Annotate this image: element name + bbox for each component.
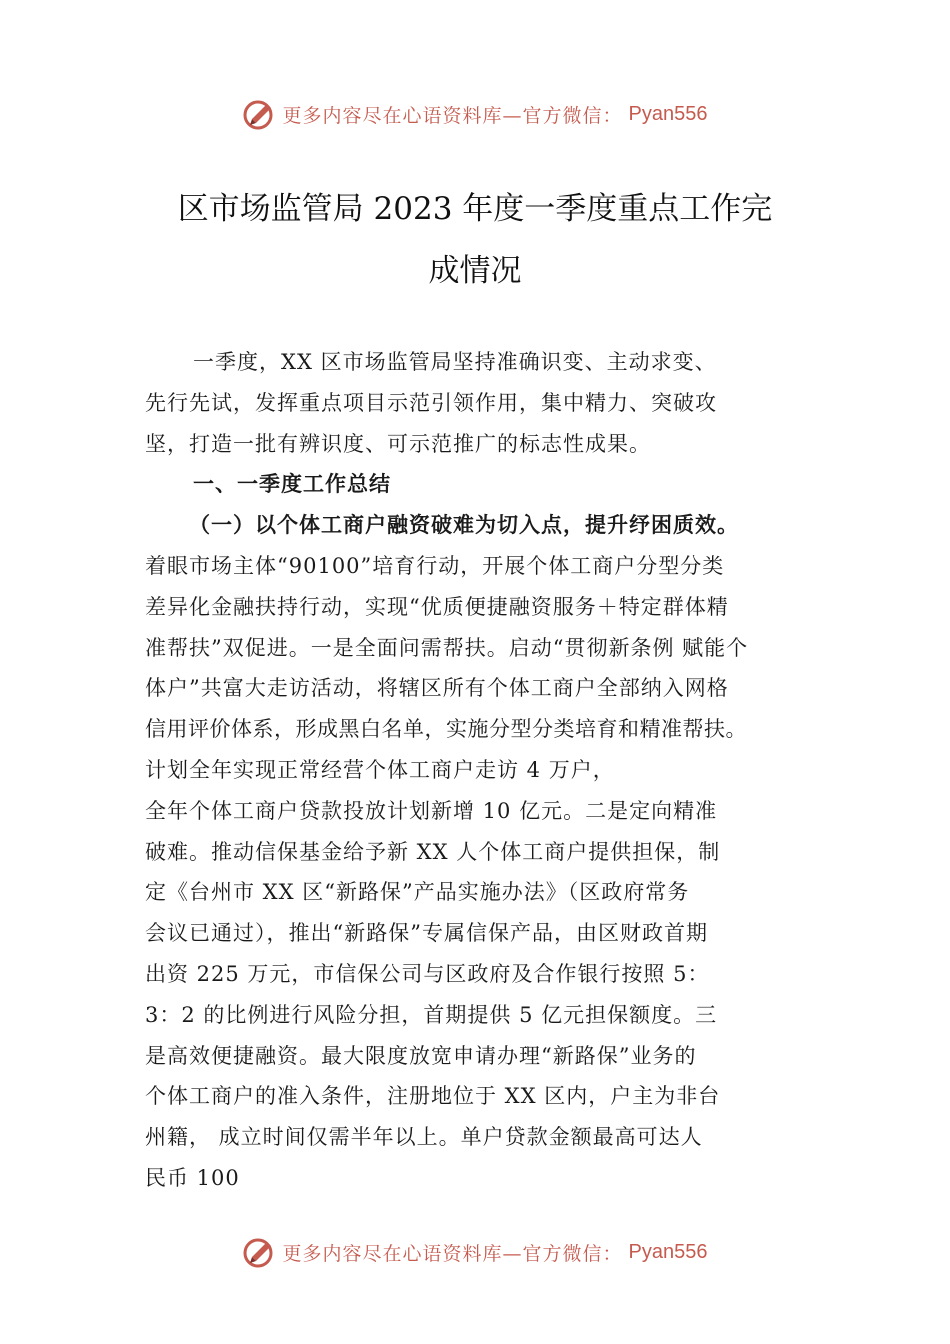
body-line: 民币 100 [145, 1165, 240, 1190]
document-title [120, 178, 830, 302]
subsection-heading: （一）以个体工商户融资破难为切入点，提升纾困质效。 [189, 512, 739, 538]
footer-watermark-banner [0, 1232, 950, 1272]
body-line: 3：2 的比例进行风险分担，首期提供 5 亿元担保额度。三 [145, 1002, 718, 1027]
section-heading: 一、一季度工作总结 [193, 472, 391, 497]
body-line: 会议已通过），推出“新路保”专属信保产品，由区财政首期 [145, 921, 708, 946]
banner-text: 更多内容尽在心语资料库—官方微信： [282, 104, 623, 127]
pen-logo-icon [243, 97, 277, 131]
body-line: 准帮扶”双促进。一是全面问需帮扶。启动“贯彻新条例 赋能个 [145, 635, 749, 660]
body-line: 差异化金融扶持行动，实现“优质便捷融资服务＋特定群体精 [145, 594, 729, 619]
body-line: 坚，打造一批有辨识度、可示范推广的标志性成果。 [145, 431, 651, 456]
body-line: 定《台州市 XX 区“新路保”产品实施办法》（区政府常务 [145, 880, 690, 905]
body-line: 全年个体工商户贷款投放计划新增 10 亿元。二是定向精准 [145, 798, 718, 823]
body-line: 州籍， 成立时间仅需半年以上。单户贷款金额最高可达人 [145, 1125, 703, 1150]
title-line-1: 区市场监管局 2023 年度一季度重点工作完 [177, 191, 773, 227]
document-body [145, 342, 825, 1199]
body-line: 先行先试，发挥重点项目示范引领作用，集中精力、突破攻 [145, 390, 717, 415]
body-line: 是高效便捷融资。最大限度放宽申请办理“新路保”业务的 [145, 1043, 697, 1068]
banner-wechat-id: Pyan556 [628, 102, 708, 125]
body-line: 一季度，XX 区市场监管局坚持准确识变、主动求变、 [193, 350, 717, 374]
body-line: 破难。推动信保基金给予新 XX 人个体工商户提供担保，制 [145, 839, 721, 864]
body-line: 计划全年实现正常经营个体工商户走访 4 万户， [145, 757, 615, 782]
banner-wechat-id: Pyan556 [628, 1240, 708, 1263]
banner-text: 更多内容尽在心语资料库—官方微信： [282, 1242, 623, 1265]
pen-logo-icon [243, 1235, 277, 1269]
header-watermark-banner [0, 94, 950, 134]
body-line: 着眼市场主体“90100”培育行动，开展个体工商户分型分类 [145, 553, 725, 578]
title-line-2: 成情况 [428, 253, 522, 289]
body-line: 个体工商户的准入条件，注册地位于 XX 区内，户主为非台 [145, 1084, 721, 1109]
body-line: 出资 225 万元，市信保公司与区政府及合作银行按照 5： [145, 961, 710, 986]
body-line: 信用评价体系，形成黑白名单，实施分型分类培育和精准帮扶。 [145, 717, 747, 742]
body-line: 体户”共富大走访活动，将辖区所有个体工商户全部纳入网格 [145, 676, 729, 701]
